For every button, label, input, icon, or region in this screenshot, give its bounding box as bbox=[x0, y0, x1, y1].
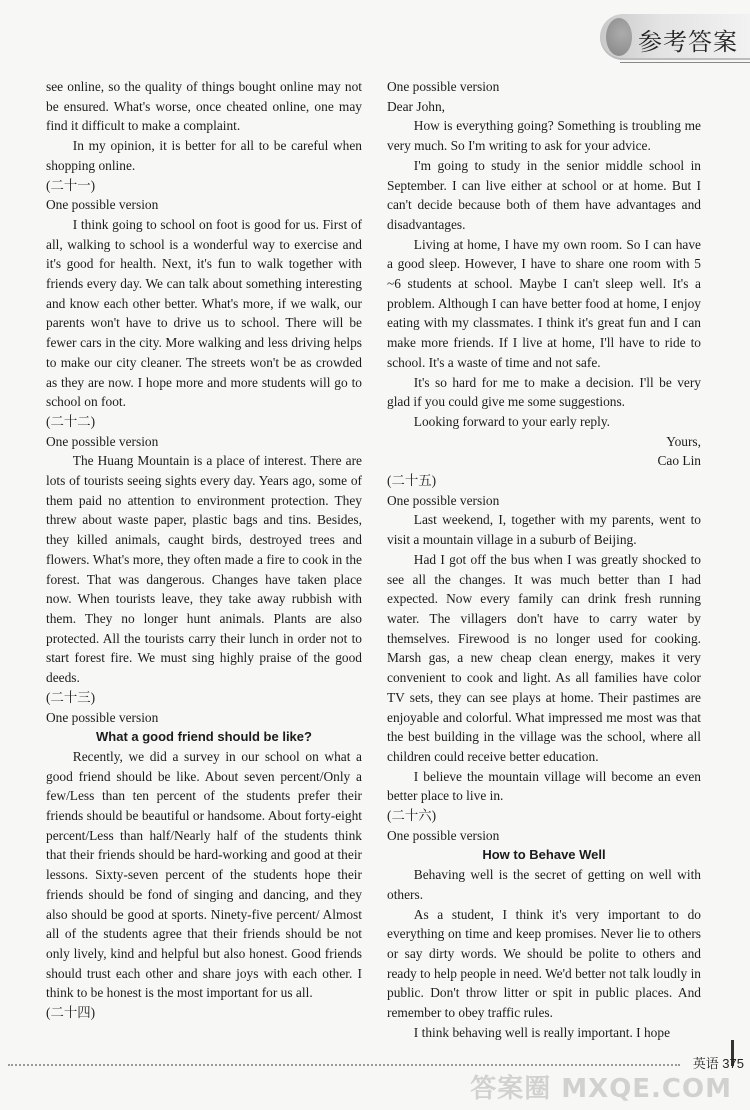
paragraph: (二十四) bbox=[46, 1005, 96, 1021]
footer-divider bbox=[8, 1064, 680, 1066]
paragraph: Recently, we did a survey in our school on what a good friend should be like. About seven percent/Only a few/Less than ten percent of the students prefer their friends should be beautiful or handsome. About forty-eight percent/Less than half/Nearly half of the students think that their friends should be hard-working and good at their lessons. Sixty-seven percent of the students hope their friends should be fond of singing and dancing, and they also should be good at sports. Ninety-five percent/ Almost all of the students agree that their friends should be not only lively, kind and helpful but also honest. Good friends should trust each other and share joys with each other. I think to be honest is the most important for us all. bbox=[46, 748, 362, 1001]
paragraph: The Huang Mountain is a place of interest. There are lots of tourists seeing sights every day. Years ago, some of them paid no attention to environment protection. They threw about waste paper, plastic bags and tins. Besides, they killed animals, caught birds, destroyed trees and flowers. What's more, they often made a fire to cook in the forest. That was dangerous. Changes have taken place now. When tourists leave, they take away rubbish with them. They no longer hunt animals. Plants are also protected. All the tourists carry their lunch in order not to start forest fire. We must sing highly praise of the good deeds. bbox=[46, 453, 362, 686]
paragraph: One possible version bbox=[46, 709, 159, 725]
paragraph: Last weekend, I, together with my parents, went to visit a mountain village in a suburb of Beijing. bbox=[387, 512, 701, 548]
paragraph: I'm going to study in the senior middle school in September. I can live either at school or at home. But I can't decide because both of them have advantages and disadvantages. bbox=[387, 157, 701, 232]
paragraph: Looking forward to your early reply. bbox=[413, 413, 611, 429]
paragraph: One possible version bbox=[387, 827, 500, 843]
paragraph: One possible version bbox=[387, 79, 500, 94]
paragraph: In my opinion, it is better for all to be careful when shopping online. bbox=[46, 138, 362, 173]
paragraph: (二十六) bbox=[387, 808, 437, 824]
right-column bbox=[387, 77, 701, 1042]
paragraph: (二十二) bbox=[46, 413, 96, 429]
paragraph: (二十五) bbox=[387, 473, 437, 489]
paragraph: Behaving well is the secret of getting on well with others. bbox=[387, 867, 701, 902]
page-number: 英语 375 bbox=[692, 1056, 744, 1071]
paragraph: One possible version bbox=[387, 492, 500, 508]
paragraph: One possible version bbox=[46, 197, 159, 213]
paragraph: What a good friend should be like? bbox=[96, 729, 312, 745]
paragraph: (二十一) bbox=[46, 177, 96, 193]
page-curl-icon bbox=[606, 18, 632, 56]
paragraph: How to Behave Well bbox=[482, 847, 606, 863]
paragraph: see online, so the quality of things bought online may not be ensured. What's worse, once cheated online, one may find it difficult to make a complaint. bbox=[46, 79, 362, 134]
paragraph: I think going to school on foot is good for us. First of all, walking to school is a wonderful way to exercise and it's good for health. Next, it's fun to walk together with friends every day. We can talk about something interesting and know each other better. What's more, if we walk, our parents won't have to drive us to school. There will be fewer cars in the city. More walking and less driving helps to make our city cleaner. The streets won't be as crowded as they are now. I hope more and more students will go to school on foot. bbox=[46, 216, 362, 410]
header-title: 参考答案 bbox=[638, 28, 738, 56]
paragraph: As a student, I think it's very important to do everything on time and keep promises. Never lie to others or say dirty words. We should be polite to others and ready to help people in need. We'd better not talk loudly in public. Don't throw litter or spit in public places. And remember to obey traffic rules. bbox=[387, 906, 701, 1021]
paragraph: Cao Lin bbox=[657, 453, 701, 469]
paragraph: How is everything going? Something is troubling me very much. So I'm writing to ask for your advice. bbox=[387, 118, 701, 154]
watermark: 答案圈 MXQE.COM bbox=[470, 1074, 732, 1104]
left-column bbox=[46, 77, 362, 1023]
page-header-tab bbox=[600, 14, 750, 60]
paragraph: One possible version bbox=[46, 433, 159, 449]
paragraph: (二十三) bbox=[46, 689, 96, 705]
paragraph: I think behaving well is really important. I hope bbox=[413, 1024, 671, 1040]
paragraph: Dear John, bbox=[387, 98, 446, 114]
paragraph: Living at home, I have my own room. So I can have a good sleep. However, I have to share one room with 5 ~6 students at school. Maybe I can't sleep well. It's a problem. Although I can have better food at home, I enjoy eating with my classmates. I think it's great fun and I can make more friends. If I live at home, I'll have to ride to school. It's a waste of time and not safe. bbox=[387, 236, 701, 370]
paragraph: Had I got off the bus when I was greatly shocked to see all the changes. It was much better than I had expected. Now every family can drink fresh running water. The villagers don't have to carry water by themselves. Firewood is no longer used for cooking. Marsh gas, a new cheap clean energy, makes it very convenient to cook and light. As all families have color TV sets, they can see plays at home. Their pastimes are enjoyable and colorful. What impressed me most was that the best building in the village was the school, where all children could receive better education. bbox=[387, 551, 701, 764]
paragraph: Yours, bbox=[666, 433, 701, 449]
paragraph: I believe the mountain village will become an even better place to live in. bbox=[387, 768, 701, 804]
paragraph: It's so hard for me to make a decision. I'll be very glad if you could give me some suggestions. bbox=[387, 374, 701, 410]
header-rule bbox=[620, 62, 750, 63]
